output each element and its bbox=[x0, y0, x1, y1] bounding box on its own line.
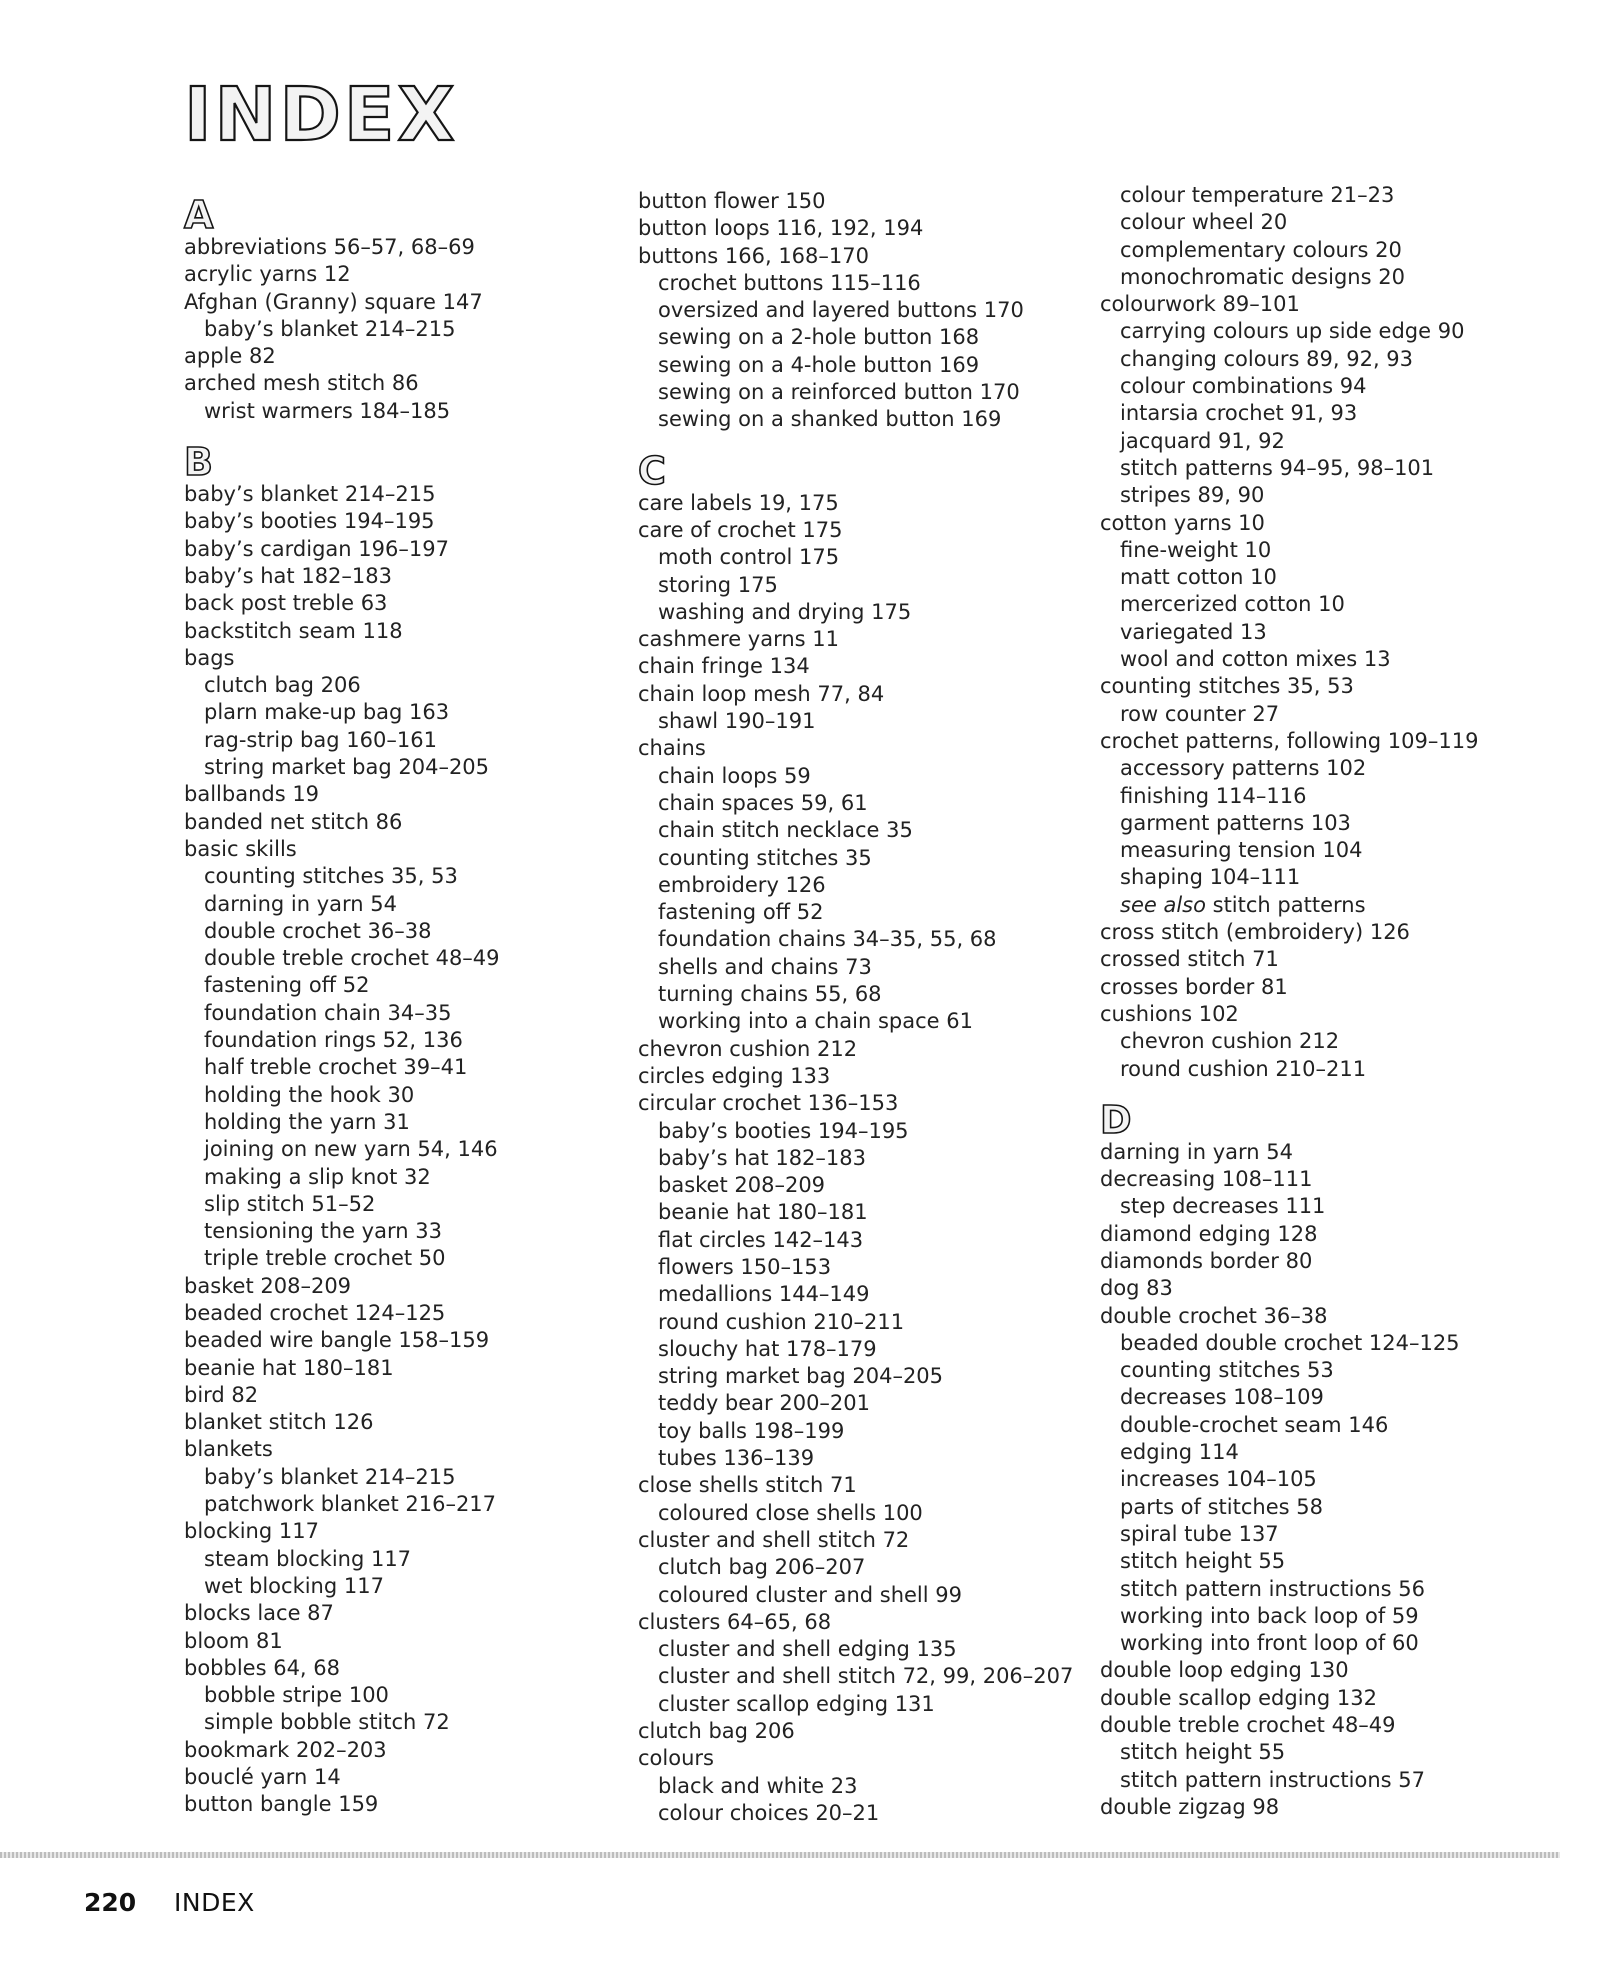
index-subentry: darning in yarn 54 bbox=[204, 891, 398, 916]
index-entry: double treble crochet 48–49 bbox=[1100, 1713, 1396, 1738]
index-entry: Afghan (Granny) square 147 bbox=[184, 289, 483, 314]
index-entry: banded net stitch 86 bbox=[184, 809, 403, 834]
index-subentry: teddy bear 200–201 bbox=[658, 1391, 871, 1416]
index-entry: double scallop edging 132 bbox=[1100, 1685, 1377, 1710]
index-subentry: intarsia crochet 91, 93 bbox=[1120, 401, 1358, 426]
running-footer-label: INDEX bbox=[174, 1888, 255, 1917]
index-subentry: stitch pattern instructions 57 bbox=[1120, 1767, 1425, 1792]
index-subentry: washing and drying 175 bbox=[658, 599, 912, 624]
index-subentry: finishing 114–116 bbox=[1120, 783, 1307, 808]
index-entry: cross stitch (embroidery) 126 bbox=[1100, 920, 1410, 945]
index-entry: double zigzag 98 bbox=[1100, 1794, 1280, 1819]
footer-divider bbox=[0, 1852, 1560, 1858]
index-subentry: changing colours 89, 92, 93 bbox=[1120, 346, 1414, 371]
index-subentry: clutch bag 206–207 bbox=[658, 1555, 866, 1580]
index-subentry: bobble stripe 100 bbox=[204, 1683, 389, 1708]
index-subentry: chain stitch necklace 35 bbox=[658, 818, 913, 843]
index-entry: apple 82 bbox=[184, 344, 276, 369]
index-subentry: cluster scallop edging 131 bbox=[658, 1691, 935, 1716]
index-subentry: shaping 104–111 bbox=[1120, 865, 1301, 890]
index-entry: counting stitches 35, 53 bbox=[1100, 674, 1354, 699]
index-subentry: decreases 108–109 bbox=[1120, 1385, 1324, 1410]
index-subentry: spiral tube 137 bbox=[1120, 1521, 1279, 1546]
index-entry: blanket stitch 126 bbox=[184, 1410, 374, 1435]
index-subentry: measuring tension 104 bbox=[1120, 838, 1363, 863]
index-subentry: crochet buttons 115–116 bbox=[658, 270, 921, 295]
index-subentry: step decreases 111 bbox=[1120, 1194, 1326, 1219]
index-entry: colours bbox=[638, 1746, 714, 1771]
index-subentry: sewing on a 2-hole button 168 bbox=[658, 325, 980, 350]
index-entry: abbreviations 56–57, 68–69 bbox=[184, 235, 475, 259]
index-subentry: round cushion 210–211 bbox=[658, 1309, 905, 1334]
index-subentry: cluster and shell stitch 72, 99, 206–207 bbox=[658, 1664, 1074, 1689]
index-subentry: mercerized cotton 10 bbox=[1120, 592, 1345, 617]
index-subentry: clutch bag 206 bbox=[204, 673, 361, 698]
index-subentry: foundation chain 34–35 bbox=[204, 1000, 452, 1025]
index-subentry: stitch pattern instructions 56 bbox=[1120, 1576, 1425, 1601]
index-subentry: baby’s blanket 214–215 bbox=[204, 1464, 456, 1489]
index-entry: button bangle 159 bbox=[184, 1792, 379, 1817]
index-subentry: stripes 89, 90 bbox=[1120, 483, 1265, 508]
cross-reference-target: stitch patterns bbox=[1205, 892, 1366, 917]
index-subentry: wool and cotton mixes 13 bbox=[1120, 647, 1391, 672]
index-subentry: holding the yarn 31 bbox=[204, 1109, 410, 1134]
index-subentry: simple bobble stitch 72 bbox=[204, 1710, 450, 1735]
index-entry: button flower 150 bbox=[638, 189, 826, 213]
index-entry: buttons 166, 168–170 bbox=[638, 243, 869, 268]
index-entry: beaded crochet 124–125 bbox=[184, 1300, 446, 1325]
index-entry: acrylic yarns 12 bbox=[184, 262, 351, 287]
index-entry: bird 82 bbox=[184, 1382, 259, 1407]
index-subentry: moth control 175 bbox=[658, 545, 840, 570]
index-subentry: fine-weight 10 bbox=[1120, 537, 1272, 562]
index-entry: back post treble 63 bbox=[184, 591, 388, 616]
index-subentry: tubes 136–139 bbox=[658, 1446, 815, 1471]
index-subentry: wrist warmers 184–185 bbox=[204, 398, 451, 423]
index-entry: baby’s cardigan 196–197 bbox=[184, 536, 449, 561]
index-subentry: stitch height 55 bbox=[1120, 1740, 1286, 1765]
index-subentry: holding the hook 30 bbox=[204, 1082, 415, 1107]
index-entry: close shells stitch 71 bbox=[638, 1473, 857, 1498]
section-letter: C bbox=[638, 448, 666, 493]
index-entry: chevron cushion 212 bbox=[638, 1036, 858, 1061]
index-subentry: colour choices 20–21 bbox=[658, 1800, 880, 1825]
index-entry: backstitch seam 118 bbox=[184, 618, 403, 643]
index-column-2 bbox=[638, 188, 1073, 1827]
index-entry: bookmark 202–203 bbox=[184, 1737, 387, 1762]
index-subentry: double crochet 36–38 bbox=[204, 918, 432, 943]
index-entry: basic skills bbox=[184, 836, 297, 861]
index-subentry: half treble crochet 39–41 bbox=[204, 1055, 468, 1080]
index-entry: circles edging 133 bbox=[638, 1063, 831, 1088]
index-subentry: baby’s booties 194–195 bbox=[658, 1118, 909, 1143]
index-entry: blocks lace 87 bbox=[184, 1601, 334, 1626]
index-entry: darning in yarn 54 bbox=[1100, 1139, 1294, 1164]
index-entry: bouclé yarn 14 bbox=[184, 1765, 341, 1790]
index-subentry: baby’s blanket 214–215 bbox=[204, 316, 456, 341]
index-subentry: flowers 150–153 bbox=[658, 1254, 832, 1279]
index-entry: crosses border 81 bbox=[1100, 974, 1288, 999]
index-subentry: triple treble crochet 50 bbox=[204, 1246, 446, 1271]
index-subentry: flat circles 142–143 bbox=[658, 1227, 864, 1252]
index-subentry: chain loops 59 bbox=[658, 763, 811, 788]
index-subentry: matt cotton 10 bbox=[1120, 565, 1277, 590]
index-entry: basket 208–209 bbox=[184, 1273, 352, 1298]
index-subentry: sewing on a 4-hole button 169 bbox=[658, 352, 980, 377]
index-subentry: stitch height 55 bbox=[1120, 1549, 1286, 1574]
index-subentry: oversized and layered buttons 170 bbox=[658, 298, 1024, 323]
index-subentry: turning chains 55, 68 bbox=[658, 982, 882, 1007]
index-entry: ballbands 19 bbox=[184, 782, 320, 807]
index-entry: diamond edging 128 bbox=[1100, 1221, 1318, 1246]
index-entry: bobbles 64, 68 bbox=[184, 1655, 341, 1680]
index-entry: care labels 19, 175 bbox=[638, 490, 839, 515]
index-entry: care of crochet 175 bbox=[638, 517, 843, 542]
index-entry: beaded wire bangle 158–159 bbox=[184, 1328, 490, 1353]
index-entry: baby’s hat 182–183 bbox=[184, 563, 393, 588]
index-entry: chains bbox=[638, 736, 706, 761]
index-entry: baby’s booties 194–195 bbox=[184, 509, 435, 534]
index-subentry: basket 208–209 bbox=[658, 1173, 826, 1198]
index-entry: blocking 117 bbox=[184, 1519, 319, 1544]
index-entry: dog 83 bbox=[1100, 1276, 1173, 1301]
index-subentry: colour temperature 21–23 bbox=[1120, 183, 1395, 207]
index-subentry: foundation chains 34–35, 55, 68 bbox=[658, 927, 997, 952]
index-column-1 bbox=[184, 193, 500, 1819]
index-entry: circular crochet 136–153 bbox=[638, 1091, 899, 1116]
index-entry: decreasing 108–111 bbox=[1100, 1167, 1313, 1192]
index-subentry: working into front loop of 60 bbox=[1120, 1631, 1419, 1656]
index-subentry: carrying colours up side edge 90 bbox=[1120, 319, 1465, 344]
index-subentry: fastening off 52 bbox=[658, 900, 824, 925]
index-entry: cushions 102 bbox=[1100, 1001, 1239, 1026]
index-subentry: edging 114 bbox=[1120, 1440, 1239, 1465]
index-subentry: patchwork blanket 216–217 bbox=[204, 1492, 497, 1517]
index-subentry: steam blocking 117 bbox=[204, 1546, 412, 1571]
index-subentry: double-crochet seam 146 bbox=[1120, 1412, 1389, 1437]
index-subentry: string market bag 204–205 bbox=[658, 1364, 944, 1389]
index-entry: clusters 64–65, 68 bbox=[638, 1609, 832, 1634]
index-subentry: foundation rings 52, 136 bbox=[204, 1028, 463, 1053]
index-subentry: sewing on a reinforced button 170 bbox=[658, 380, 1020, 405]
index-entry: cluster and shell stitch 72 bbox=[638, 1527, 910, 1552]
section-letter: B bbox=[184, 440, 213, 485]
index-entry: bags bbox=[184, 645, 235, 670]
index-subentry: shawl 190–191 bbox=[658, 709, 816, 734]
index-subentry: fastening off 52 bbox=[204, 973, 370, 998]
index-entry: cashmere yarns 11 bbox=[638, 627, 840, 652]
index-subentry: string market bag 204–205 bbox=[204, 755, 490, 780]
index-entry: bloom 81 bbox=[184, 1628, 283, 1653]
index-subentry: baby’s hat 182–183 bbox=[658, 1145, 867, 1170]
index-subentry: beanie hat 180–181 bbox=[658, 1200, 868, 1225]
page-title: INDEX bbox=[184, 72, 458, 158]
index-entry: crochet patterns, following 109–119 bbox=[1100, 728, 1479, 753]
index-entry: crossed stitch 71 bbox=[1100, 947, 1279, 972]
index-subentry: parts of stitches 58 bbox=[1120, 1494, 1323, 1519]
index-subentry: garment patterns 103 bbox=[1120, 810, 1351, 835]
index-subentry: toy balls 198–199 bbox=[658, 1418, 845, 1443]
index-subentry: monochromatic designs 20 bbox=[1120, 264, 1405, 289]
index-subentry: slip stitch 51–52 bbox=[204, 1191, 376, 1216]
index-subentry: wet blocking 117 bbox=[204, 1573, 384, 1598]
index-subentry: black and white 23 bbox=[658, 1773, 858, 1798]
index-subentry: working into a chain space 61 bbox=[658, 1009, 973, 1034]
index-subentry: chevron cushion 212 bbox=[1120, 1029, 1340, 1054]
index-subentry: storing 175 bbox=[658, 572, 778, 597]
index-subentry: coloured cluster and shell 99 bbox=[658, 1582, 962, 1607]
index-entry: diamonds border 80 bbox=[1100, 1248, 1313, 1273]
index-subentry: making a slip knot 32 bbox=[204, 1164, 431, 1189]
index-subentry: tensioning the yarn 33 bbox=[204, 1219, 442, 1244]
index-subentry: variegated 13 bbox=[1120, 619, 1267, 644]
index-subentry: colour wheel 20 bbox=[1120, 210, 1288, 235]
index-subentry: counting stitches 35, 53 bbox=[204, 864, 458, 889]
index-subentry: accessory patterns 102 bbox=[1120, 756, 1367, 781]
index-subentry: plarn make-up bag 163 bbox=[204, 700, 450, 725]
index-subentry: medallions 144–149 bbox=[658, 1282, 870, 1307]
index-entry: clutch bag 206 bbox=[638, 1719, 795, 1744]
index-entry: beanie hat 180–181 bbox=[184, 1355, 394, 1380]
index-subentry: chain spaces 59, 61 bbox=[658, 790, 868, 815]
index-subentry: beaded double crochet 124–125 bbox=[1120, 1330, 1460, 1355]
index-entry: double crochet 36–38 bbox=[1100, 1303, 1328, 1328]
index-subentry: colour combinations 94 bbox=[1120, 374, 1367, 399]
index-subentry: rag-strip bag 160–161 bbox=[204, 727, 437, 752]
index-subentry: stitch patterns 94–95, 98–101 bbox=[1120, 455, 1435, 480]
index-entry: cotton yarns 10 bbox=[1100, 510, 1265, 535]
index-subentry: cluster and shell edging 135 bbox=[658, 1637, 957, 1662]
index-entry: baby’s blanket 214–215 bbox=[184, 482, 436, 507]
index-subentry: shells and chains 73 bbox=[658, 954, 872, 979]
cross-reference bbox=[1100, 892, 1478, 919]
page-number: 220 bbox=[84, 1888, 137, 1917]
index-subentry: counting stitches 53 bbox=[1120, 1358, 1334, 1383]
index-subentry: row counter 27 bbox=[1120, 701, 1280, 726]
see-also-label: see also bbox=[1120, 892, 1206, 917]
index-subentry: sewing on a shanked button 169 bbox=[658, 407, 1002, 432]
index-entry: chain loop mesh 77, 84 bbox=[638, 681, 885, 706]
index-subentry: round cushion 210–211 bbox=[1120, 1056, 1367, 1081]
index-subentry: counting stitches 35 bbox=[658, 845, 872, 870]
index-column-3 bbox=[1100, 182, 1478, 1821]
index-subentry: slouchy hat 178–179 bbox=[658, 1336, 877, 1361]
index-subentry: increases 104–105 bbox=[1120, 1467, 1317, 1492]
section-letter: D bbox=[1100, 1097, 1132, 1142]
index-subentry: coloured close shells 100 bbox=[658, 1500, 923, 1525]
index-subentry: working into back loop of 59 bbox=[1120, 1603, 1419, 1628]
index-entry: arched mesh stitch 86 bbox=[184, 371, 419, 396]
index-entry: chain fringe 134 bbox=[638, 654, 810, 679]
index-subentry: joining on new yarn 54, 146 bbox=[204, 1137, 498, 1162]
section-letter: A bbox=[184, 193, 214, 237]
index-subentry: jacquard 91, 92 bbox=[1120, 428, 1285, 453]
index-subentry: embroidery 126 bbox=[658, 872, 826, 897]
index-entry: button loops 116, 192, 194 bbox=[638, 216, 924, 241]
index-subentry: complementary colours 20 bbox=[1120, 237, 1402, 262]
index-entry: blankets bbox=[184, 1437, 273, 1462]
index-entry: colourwork 89–101 bbox=[1100, 292, 1300, 317]
index-entry: double loop edging 130 bbox=[1100, 1658, 1349, 1683]
index-subentry: double treble crochet 48–49 bbox=[204, 946, 500, 971]
